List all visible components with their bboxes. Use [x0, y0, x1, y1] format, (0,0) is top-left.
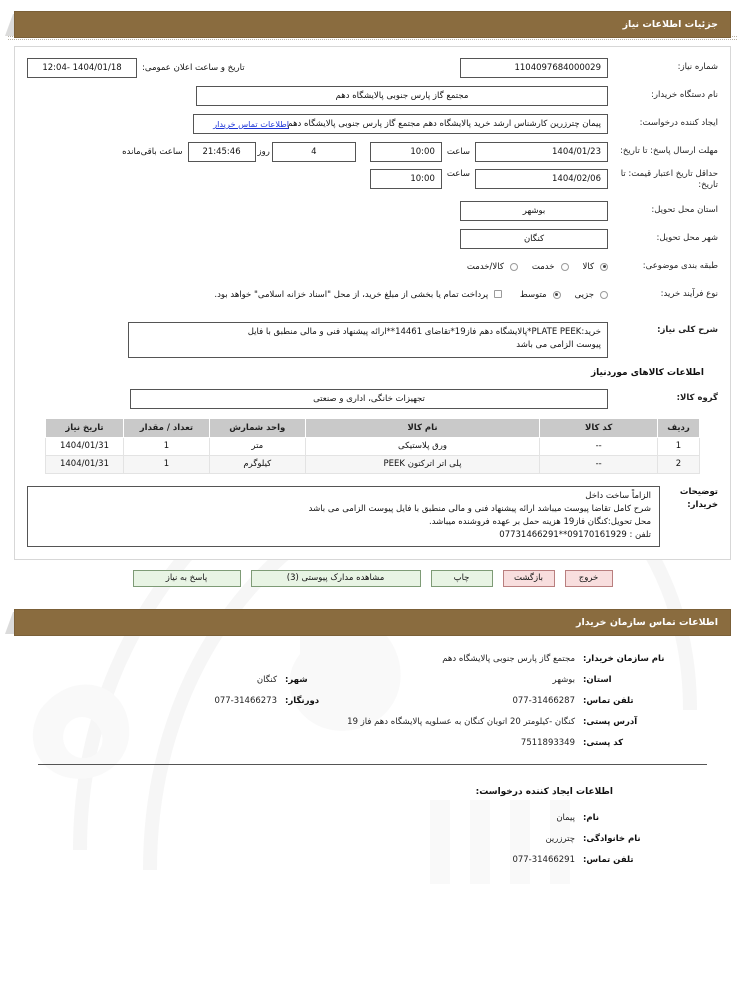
contact-panel: [14, 654, 731, 748]
buyer-notes-line-2: شرح کامل تقاضا پیوست میباشد ارائه پیشنهاد فنی و مالی منطبق با فایل پیوست الزامی می باشد: [308, 504, 651, 515]
need-number-value: 1104097684000029: [460, 58, 608, 78]
deadline-date-value: 1404/01/23: [475, 142, 608, 162]
category-option-service[interactable]: [532, 262, 569, 272]
cell-name: ورق پلاستیکی: [305, 437, 540, 455]
category-option-goods-service[interactable]: [467, 262, 518, 272]
buyer-notes-line-4: تلفن : 09170161929**07731466291: [499, 530, 651, 541]
category-label: طبقه بندی موضوعی:: [642, 261, 718, 272]
province-value: بوشهر: [460, 201, 608, 221]
contact-fax-value: 077-31466273: [214, 695, 277, 706]
respond-to-need-button[interactable]: پاسخ به نیاز: [133, 570, 241, 587]
cell-unit: متر: [209, 437, 305, 455]
buyer-contact-link[interactable]: اطلاعات تماس خریدار: [213, 119, 289, 129]
contact-phone-fax-row: [42, 696, 703, 706]
details-panel: [14, 46, 731, 560]
contact-province-label: استان:: [583, 674, 612, 685]
remaining-days-value: 4: [272, 142, 356, 162]
radio-icon-medium[interactable]: [553, 291, 561, 299]
price-validity-hour-label: ساعت: [446, 169, 470, 179]
contact-address-row: [42, 717, 703, 727]
days-unit-label: روز: [257, 147, 270, 157]
requester-last-name-row: [42, 834, 703, 844]
contact-province-city-row: [42, 675, 703, 685]
buyer-notes-line-3: محل تحویل:کنگان فاز19 هزینه حمل بر عهده فروشنده میباشد.: [429, 517, 651, 528]
contact-header-corner-decoration: [5, 612, 35, 634]
cell-need-date: 1404/01/31: [46, 437, 124, 455]
city-row: [27, 228, 718, 250]
cell-row: 2: [658, 455, 700, 473]
action-button-bar: [0, 570, 745, 587]
key-desc-row: [27, 322, 718, 358]
remaining-time-label: ساعت باقی‌مانده: [122, 147, 183, 157]
buyer-notes-label-line1: توضیحات: [679, 486, 718, 497]
contact-postal-row: [42, 738, 703, 748]
goods-group-value: تجهیزات خانگی، اداری و صنعتی: [130, 389, 608, 409]
requester-first-name-label: نام:: [583, 812, 600, 823]
buyer-notes-label-line2: خریدار:: [687, 499, 718, 510]
contact-phone-value: 077-31466287: [512, 695, 575, 706]
process-option-medium[interactable]: [520, 290, 561, 300]
key-desc-line2: پیوست الزامی می باشد: [516, 339, 601, 350]
buyer-notes-line-1: الزاماً ساخت داخل: [585, 490, 651, 501]
contact-city-value: کنگان: [256, 674, 277, 685]
print-button[interactable]: چاپ: [431, 570, 493, 587]
public-announce-value: 1404/01/18 -12:04: [27, 58, 137, 78]
category-row: [27, 256, 718, 278]
contact-postal-label: کد پستی:: [583, 737, 624, 748]
goods-group-row: [27, 388, 718, 410]
contact-org-label: نام سازمان خریدار:: [583, 653, 665, 664]
contact-postal-value: 7511893349: [520, 737, 575, 748]
goods-table: [45, 418, 700, 474]
key-desc-line1: خرید:PLATE PEEK*پالایشگاه دهم فاز19*تقاضای 14461**ارائه پیشنهاد فنی و مالی منطبق با فایل: [247, 326, 601, 337]
exit-button[interactable]: خروج: [565, 570, 613, 587]
buyer-org-value: مجتمع گاز پارس جنوبی پالایشگاه دهم: [196, 86, 608, 106]
treasury-note: [214, 290, 501, 300]
col-row: ردیف: [658, 418, 700, 437]
deadline-hour-label: ساعت: [446, 147, 470, 157]
remaining-time-value: 21:45:46: [188, 142, 256, 162]
contact-address-label: آدرس پستی:: [583, 716, 638, 727]
process-option-minor-label: جزیی: [574, 289, 594, 300]
cell-qty: 1: [123, 437, 209, 455]
requester-section-title: اطلاعات ایجاد کننده درخواست:: [475, 786, 613, 797]
contact-org-value: مجتمع گاز پارس جنوبی پالایشگاه دهم: [442, 653, 575, 664]
details-section-title: جزئیات اطلاعات نیاز: [622, 19, 718, 30]
price-validity-label: حداقل تاریخ اعتبار قیمت: تا تاریخ:: [620, 169, 718, 191]
buyer-notes-box: [27, 486, 660, 547]
key-desc-label: شرح کلی نیاز:: [657, 324, 718, 335]
header-corner-decoration: [5, 14, 35, 36]
contact-fax-label: دورنگار:: [285, 695, 320, 706]
treasury-checkbox[interactable]: [494, 290, 502, 298]
city-label: شهر محل تحویل:: [656, 233, 718, 244]
province-row: [27, 200, 718, 222]
category-option-goods[interactable]: [583, 262, 608, 272]
col-qty: تعداد / مقدار: [123, 418, 209, 437]
process-option-minor[interactable]: [575, 290, 608, 300]
key-desc-box: [128, 322, 608, 358]
requester-phone-row: [42, 855, 703, 865]
requester-label: ایجاد کننده درخواست:: [639, 118, 718, 129]
cell-need-date: 1404/01/31: [46, 455, 124, 473]
table-row[interactable]: [46, 437, 700, 455]
need-number-row: [27, 57, 718, 79]
price-validity-time-value: 10:00: [370, 169, 442, 189]
requester-phone-label: تلفن تماس:: [583, 854, 634, 865]
details-section-header: [14, 11, 731, 38]
city-value: کنگان: [460, 229, 608, 249]
contact-section-title: اطلاعات تماس سازمان خریدار: [575, 616, 718, 628]
cell-unit: کیلوگرم: [209, 455, 305, 473]
cell-name: پلی اتر اترکتون PEEK: [305, 455, 540, 473]
buyer-org-label: نام دستگاه خریدار:: [651, 90, 718, 101]
cell-row: 1: [658, 437, 700, 455]
radio-icon-service[interactable]: [561, 263, 569, 271]
deadline-time-value: 10:00: [370, 142, 442, 162]
requester-first-name-row: [42, 813, 703, 823]
requester-last-name-value: چترزرین: [545, 833, 575, 844]
deadline-row: [27, 141, 718, 163]
contact-section-header: [14, 609, 731, 636]
cell-code: --: [540, 437, 658, 455]
col-code: کد کالا: [540, 418, 658, 437]
view-attachments-button[interactable]: مشاهده مدارک پیوستی (3): [251, 570, 421, 587]
price-validity-row: [27, 169, 718, 192]
contact-divider: [38, 764, 707, 765]
deadline-label: مهلت ارسال پاسخ: تا تاریخ:: [620, 146, 718, 157]
treasury-note-label: پرداخت تمام یا بخشی از مبلغ خرید، از محل "اسناد خزانه اسلامی" خواهد بود.: [214, 289, 489, 300]
contact-city-label: شهر:: [285, 674, 308, 685]
cell-code: --: [540, 455, 658, 473]
col-need-date: تاریخ نیاز: [46, 418, 124, 437]
buyer-notes-row: [27, 486, 718, 547]
requester-first-name-value: پیمان: [556, 812, 575, 823]
col-unit: واحد شمارش: [209, 418, 305, 437]
contact-address-value: کنگان -کیلومتر 20 اتوبان کنگان به عسلویه پالایشگاه دهم فاز 19: [347, 716, 575, 727]
contact-org-row: [42, 654, 703, 664]
process-radio-group: [520, 290, 608, 300]
public-announce-label: تاریخ و ساعت اعلان عمومی:: [142, 63, 245, 73]
buyer-org-row: [27, 85, 718, 107]
requester-panel: [14, 813, 731, 865]
category-option-goods-service-label: کالا/خدمت: [466, 261, 504, 272]
back-button[interactable]: بازگشت: [503, 570, 555, 587]
requester-phone-value: 077-31466291: [512, 854, 575, 865]
goods-group-label: گروه کالا:: [676, 393, 718, 404]
category-option-goods-label: کالا: [582, 261, 594, 272]
goods-table-header-row: [46, 418, 700, 437]
requester-last-name-label: نام خانوادگی:: [583, 833, 641, 844]
radio-icon-goods-service[interactable]: [510, 263, 518, 271]
goods-subhead: اطلاعات کالاهای موردنیاز: [590, 367, 704, 378]
need-number-label: شماره نیاز:: [677, 62, 718, 73]
province-label: استان محل تحویل:: [651, 205, 718, 216]
price-validity-date-value: 1404/02/06: [475, 169, 608, 189]
category-radio-group: [467, 262, 608, 272]
buyer-notes-label: [660, 486, 718, 512]
radio-icon-goods[interactable]: [600, 263, 608, 271]
requester-row: [27, 113, 718, 135]
col-name: نام کالا: [305, 418, 540, 437]
cell-qty: 1: [123, 455, 209, 473]
contact-province-value: بوشهر: [552, 674, 575, 685]
requester-value: پیمان چترزرین کارشناس ارشد خرید پالایشگاه دهم مجتمع گاز پارس جنوبی پالایشگاه دهم: [193, 114, 608, 134]
table-row[interactable]: [46, 455, 700, 473]
radio-icon-minor[interactable]: [600, 291, 608, 299]
category-option-service-label: خدمت: [531, 261, 555, 272]
process-option-medium-label: متوسط: [519, 289, 547, 300]
process-row: [27, 284, 718, 306]
contact-phone-label: تلفن تماس:: [583, 695, 634, 706]
process-label: نوع فرآیند خرید:: [660, 289, 718, 300]
